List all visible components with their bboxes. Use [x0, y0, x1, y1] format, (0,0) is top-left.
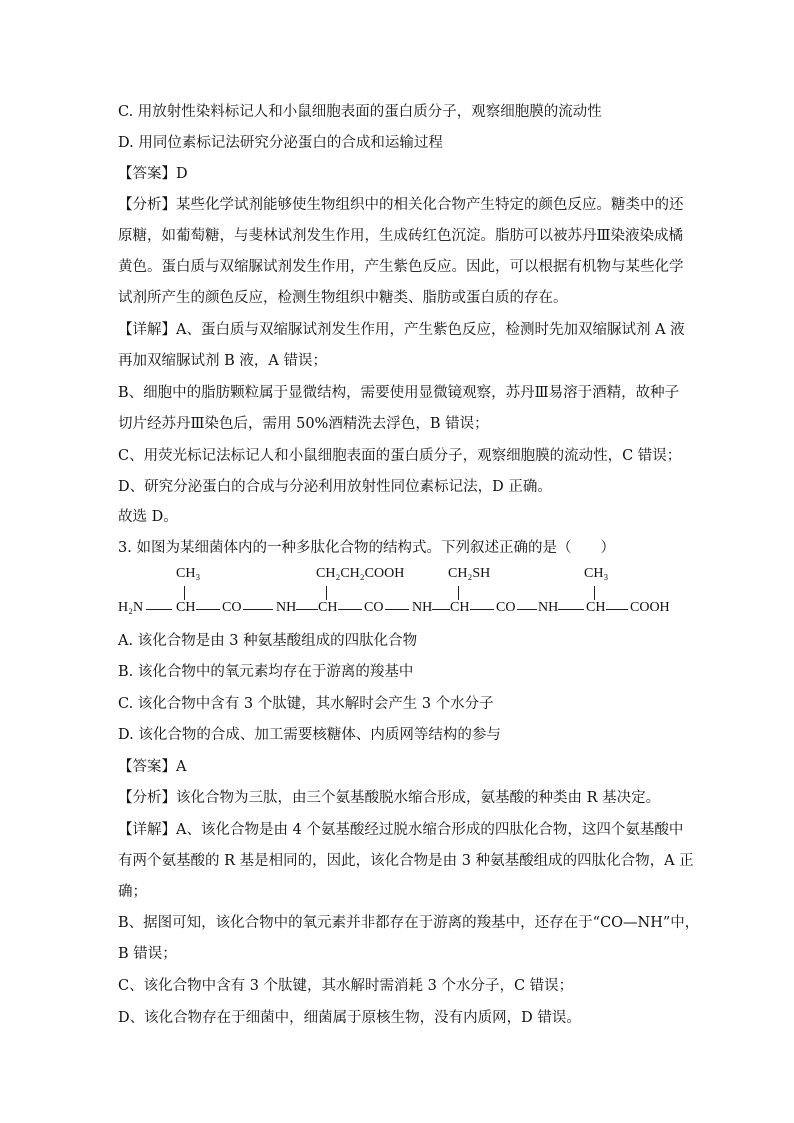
amide-nh-1: NH	[276, 600, 297, 615]
peptide-structural-formula	[118, 566, 678, 622]
q3-detail-line-4: B、据图可知，该化合物中的氧元素并非都存在于游离的羧基中，还存在于“CO—NH”中，	[118, 915, 700, 931]
q3-detail-line-1: 【详解】A、该化合物是由 4 个氨基酸经过脱水缩合形成的四肽化合物，这四个氨基酸中	[118, 822, 684, 838]
alpha-carbon-3: CH	[450, 600, 470, 615]
bond-h	[470, 609, 494, 610]
bond-h	[517, 609, 537, 610]
bond-h	[296, 609, 318, 610]
q3-analysis-line: 【分析】该化合物为三肽，由三个氨基酸脱水缩合形成，氨基酸的种类由 R 基决定。	[118, 790, 661, 806]
bond-h	[196, 609, 220, 610]
carbonyl-3: CO	[496, 600, 516, 615]
c-terminus: COOH	[630, 600, 670, 615]
alpha-carbon-2: CH	[318, 600, 338, 615]
q3-option-a: A. 该化合物是由 3 种氨基酸组成的四肽化合物	[118, 633, 418, 649]
detail-line-3: B、细胞中的脂肪颗粒属于显微结构，需要使用显微镜观察，苏丹Ⅲ易溶于酒精，故种子	[118, 385, 680, 401]
analysis-line-1: 【分析】某些化学试剂能够使生物组织中的相关化合物产生特定的颜色反应。糖类中的还	[118, 197, 684, 213]
amide-nh-2: NH	[412, 600, 433, 615]
bond-h	[146, 609, 172, 610]
bond-h	[606, 609, 628, 610]
carbonyl-1: CO	[222, 600, 242, 615]
alpha-carbon-1: CH	[176, 600, 196, 615]
bond-h	[558, 609, 584, 610]
option-c-line: C. 用放射性染料标记人和小鼠细胞表面的蛋白质分子，观察细胞膜的流动性	[118, 104, 602, 120]
q3-detail-line-6: C、该化合物中含有 3 个肽键，其水解时需消耗 3 个水分子，C 错误；	[118, 978, 574, 994]
q3-option-b: B. 该化合物中的氧元素均存在于游离的羧基中	[118, 664, 414, 680]
r-group-3: CH₂SH	[448, 566, 491, 581]
bond-h	[385, 609, 409, 610]
detail-line-2: 再加双缩脲试剂 B 液，A 错误；	[118, 353, 327, 369]
q3-detail-line-3: 确；	[118, 884, 147, 900]
question-3-stem: 3. 如图为某细菌体内的一种多肽化合物的结构式。下列叙述正确的是（ ）	[118, 540, 615, 556]
q3-detail-line-7: D、该化合物存在于细菌中，细菌属于原核生物，没有内质网，D 错误。	[118, 1010, 581, 1026]
analysis-line-2: 原糖，如葡萄糖，与斐林试剂发生作用，生成砖红色沉淀。脂肪可以被苏丹Ⅲ染液染成橘	[118, 228, 683, 244]
bond-vertical-2	[326, 586, 327, 600]
detail-line-5: C、用荧光标记法标记人和小鼠细胞表面的蛋白质分子，观察细胞膜的流动性，C 错误；	[118, 448, 682, 464]
bond-h	[432, 609, 450, 610]
q3-detail-line-5: B 错误；	[118, 946, 177, 962]
r-group-4: CH₃	[584, 566, 609, 581]
q3-detail-line-2: 有两个氨基酸的 R 基是相同的，因此，该化合物是由 3 种氨基酸组成的四肽化合物，A 正	[118, 853, 694, 869]
alpha-carbon-4: CH	[586, 600, 606, 615]
n-terminus: H₂N	[118, 600, 144, 615]
analysis-line-3: 黄色。蛋白质与双缩脲试剂发生作用，产生紫色反应。因此，可以根据有机物与某些化学	[118, 259, 684, 275]
analysis-line-4: 试剂所产生的颜色反应，检测生物组织中糖类、脂肪或蛋白质的存在。	[118, 290, 568, 306]
bond-h	[243, 609, 273, 610]
amide-nh-3: NH	[538, 600, 559, 615]
q3-option-c: C. 该化合物中含有 3 个肽键，其水解时会产生 3 个水分子	[118, 696, 494, 712]
detail-line-1: 【详解】A、蛋白质与双缩脲试剂发生作用，产生紫色反应，检测时先加双缩脲试剂 A 液	[118, 322, 685, 338]
bond-vertical-4	[594, 586, 595, 600]
q3-option-d: D. 该化合物的合成、加工需要核糖体、内质网等结构的参与	[118, 727, 501, 743]
answer-line: 【答案】D	[118, 166, 188, 182]
option-d-line: D. 用同位素标记法研究分泌蛋白的合成和运输过程	[118, 135, 443, 151]
detail-line-4: 切片经苏丹Ⅲ染色后，需用 50%酒精洗去浮色，B 错误；	[118, 416, 489, 432]
bond-vertical-3	[458, 586, 459, 600]
detail-line-6: D、研究分泌蛋白的合成与分泌利用放射性同位素标记法，D 正确。	[118, 479, 552, 495]
q3-answer-line: 【答案】A	[118, 759, 187, 775]
choice-line: 故选 D。	[118, 509, 178, 525]
bond-h	[338, 609, 362, 610]
carbonyl-2: CO	[364, 600, 384, 615]
bond-vertical-1	[184, 586, 185, 600]
r-group-1: CH₃	[176, 566, 201, 581]
r-group-2: CH₂CH₂COOH	[316, 566, 405, 581]
